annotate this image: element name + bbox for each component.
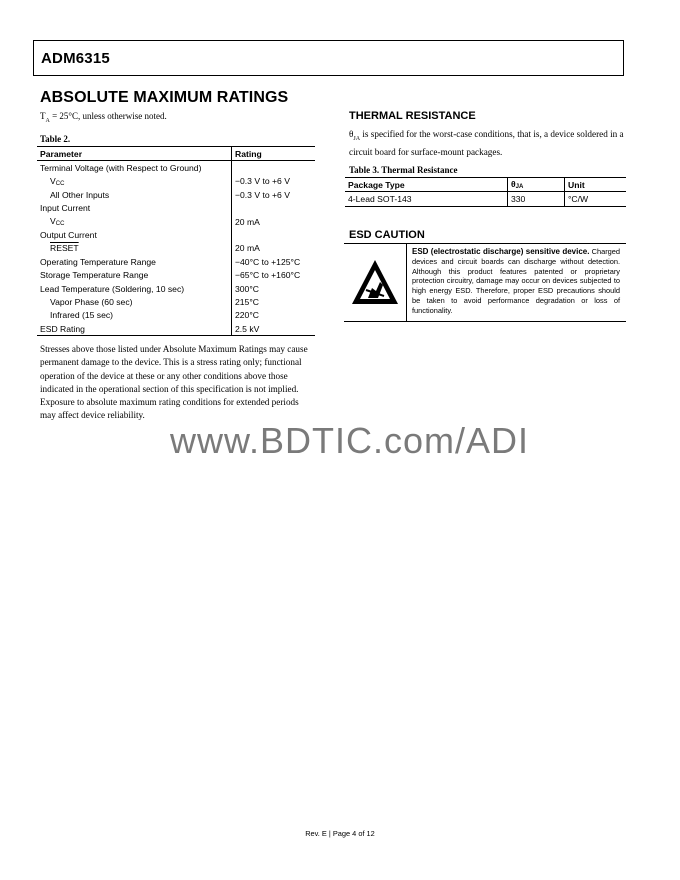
table-row [37,161,315,175]
esd-caution-text: ESD (electrostatic discharge) sensitive device. Charged devices and circuit boards can discharge without detection. Although this product features patented or proprietary protection circuitry, damage may occur on devices subjected to high energy ESD. Therefore, proper ESD precautions should be taken to avoid performance degradation or loss of functionality. [412,247,620,315]
rating-cell: −0.3 V to +6 V [232,175,316,188]
esd-divider [406,244,407,321]
column-header-unit: Unit [565,178,627,192]
parameter-cell: ESD Rating [37,322,232,336]
rating-cell [232,202,316,215]
absolute-max-ratings-table [37,146,315,336]
unit-cell: °C/W [565,192,627,206]
parameter-cell: VCC [50,216,65,228]
parameter-cell: Storage Temperature Range [40,270,149,281]
theta-ja-description: $\theta_{JA}$ is specified for the worst-case conditions, that is, a device soldered in a circuit board for surface-mount packages. [349,129,624,158]
rating-cell: −40°C to +125°C [232,255,316,268]
table-row [37,269,315,282]
page-footer: Rev. E | Page 4 of 12 [305,829,375,838]
table-row [37,255,315,268]
table-row [345,192,626,206]
table-3-caption: Table 3. Thermal Resistance [349,165,458,175]
table-row [37,242,315,255]
column-header-rating: Rating [232,147,316,161]
rating-cell: 215°C [232,295,316,308]
parameter-cell: Lead Temperature (Soldering, 10 sec) [40,283,185,294]
table-row [37,175,315,188]
esd-warning-icon [350,258,400,313]
rating-cell: 300°C [232,282,316,295]
column-header-parameter: Parameter [37,147,232,161]
thermal-resistance-heading: THERMAL RESISTANCE [349,110,476,122]
parameter-cell: All Other Inputs [50,189,110,200]
column-header-theta-ja: $\theta_{JA}$ [508,178,565,192]
parameter-cell: Vapor Phase (60 sec) [50,296,133,307]
page-header [33,40,624,76]
table-row [37,295,315,308]
esd-caution-heading: ESD CAUTION [349,229,425,241]
parameter-cell: Infrared (15 sec) [50,310,114,321]
stress-disclaimer-paragraph: Stresses above those listed under Absolute Maximum Ratings may cause permanent damage to the device. This is a stress rating only; functional operation of the device at these or any other conditions above those indicated in the operational section of this specification is not implied. Exposure to absolute maximum rating conditions for extended periods may affect device reliability. [40,344,308,421]
watermark: www.BDTIC.com/ADI [170,420,530,461]
package-cell: 4-Lead SOT-143 [345,192,508,206]
table-row [37,309,315,322]
esd-caution-box [344,243,626,322]
parameter-cell: RESET [50,243,79,254]
parameter-cell: Operating Temperature Range [40,256,156,267]
rating-cell: 2.5 kV [232,322,316,336]
absolute-max-ratings-heading: ABSOLUTE MAXIMUM RATINGS [40,89,289,106]
rating-cell: −65°C to +160°C [232,269,316,282]
rating-cell: 220°C [232,309,316,322]
table-row [37,282,315,295]
parameter-cell: VCC [50,175,65,187]
parameter-cell: Output Current [40,230,97,241]
parameter-cell: Terminal Voltage (with Respect to Ground) [40,163,202,174]
table-row [37,215,315,228]
table-row [37,322,315,336]
table-row [37,228,315,241]
thermal-resistance-table [345,177,626,207]
rating-cell: 20 mA [232,242,316,255]
theta-cell: 330 [508,192,565,206]
table-row [37,202,315,215]
rating-cell: −0.3 V to +6 V [232,188,316,201]
table-row [37,188,315,201]
ambient-temp-note: $T_A = 25^\circ C$, unless otherwise noted. [40,111,167,124]
rating-cell [232,228,316,241]
rating-cell: 20 mA [232,215,316,228]
rating-cell [232,161,316,175]
part-number: ADM6315 [41,50,110,67]
table-2-caption: Table 2. [40,134,71,144]
column-header-package-type: Package Type [345,178,508,192]
parameter-cell: Input Current [40,203,91,214]
